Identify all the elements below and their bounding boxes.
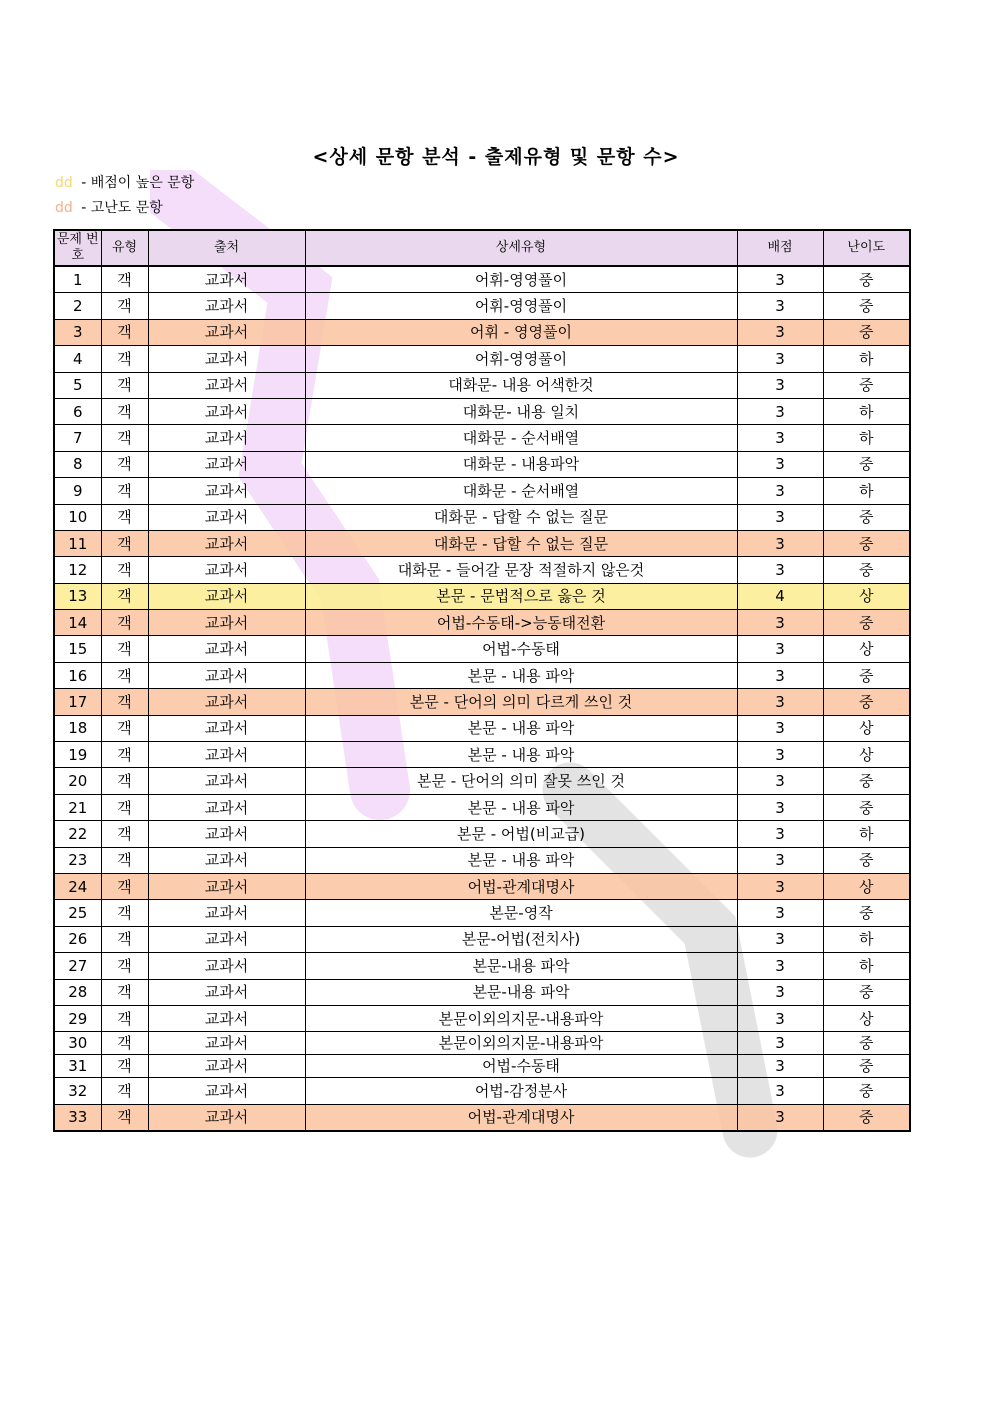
cell-level: 중 [823, 1055, 910, 1078]
cell-number: 17 [54, 689, 101, 715]
cell-type: 객 [101, 821, 148, 847]
cell-level: 상 [823, 636, 910, 662]
cell-source: 교과서 [148, 821, 305, 847]
cell-score: 3 [737, 266, 823, 293]
cell-source: 교과서 [148, 636, 305, 662]
legend-swatch: dd [55, 175, 73, 191]
cell-level: 중 [823, 451, 910, 477]
legend-swatch: dd [55, 200, 73, 216]
cell-level: 중 [823, 689, 910, 715]
cell-source: 교과서 [148, 662, 305, 688]
cell-source: 교과서 [148, 610, 305, 636]
cell-score: 3 [737, 319, 823, 345]
table-row [54, 346, 910, 372]
cell-detail: 본문-내용 파악 [305, 953, 737, 979]
cell-score: 3 [737, 662, 823, 688]
cell-detail: 대화문- 내용 일치 [305, 398, 737, 424]
cell-score: 3 [737, 530, 823, 556]
cell-score: 3 [737, 715, 823, 741]
cell-score: 4 [737, 583, 823, 609]
cell-level: 중 [823, 1104, 910, 1131]
legend-hard-item [55, 197, 163, 217]
table-row [54, 742, 910, 768]
cell-number: 19 [54, 742, 101, 768]
cell-number: 11 [54, 530, 101, 556]
cell-type: 객 [101, 742, 148, 768]
cell-type: 객 [101, 398, 148, 424]
cell-level: 하 [823, 821, 910, 847]
cell-detail: 어법-수동태 [305, 636, 737, 662]
cell-type: 객 [101, 636, 148, 662]
cell-detail: 본문 - 내용 파악 [305, 662, 737, 688]
cell-type: 객 [101, 425, 148, 451]
cell-level: 상 [823, 873, 910, 899]
table-row [54, 979, 910, 1005]
cell-detail: 대화문 - 순서배열 [305, 425, 737, 451]
cell-detail: 어법-감정분사 [305, 1078, 737, 1104]
cell-number: 21 [54, 794, 101, 820]
cell-source: 교과서 [148, 794, 305, 820]
cell-level: 중 [823, 266, 910, 293]
cell-number: 25 [54, 900, 101, 926]
cell-source: 교과서 [148, 425, 305, 451]
cell-number: 3 [54, 319, 101, 345]
cell-type: 객 [101, 926, 148, 952]
cell-score: 3 [737, 636, 823, 662]
table-row [54, 425, 910, 451]
cell-type: 객 [101, 583, 148, 609]
cell-source: 교과서 [148, 1104, 305, 1131]
legend-label: - 배점이 높은 문항 [81, 175, 195, 191]
cell-type: 객 [101, 266, 148, 293]
cell-detail: 본문-어법(전치사) [305, 926, 737, 952]
cell-detail: 본문-내용 파악 [305, 979, 737, 1005]
table-header-row [54, 230, 910, 266]
table-row [54, 873, 910, 899]
cell-number: 1 [54, 266, 101, 293]
table-row [54, 794, 910, 820]
legend-label: - 고난도 문항 [81, 200, 163, 216]
cell-number: 18 [54, 715, 101, 741]
cell-detail: 어휘 - 영영풀이 [305, 319, 737, 345]
cell-type: 객 [101, 1055, 148, 1078]
cell-detail: 본문 - 어법(비교급) [305, 821, 737, 847]
cell-detail: 본문 - 내용 파악 [305, 847, 737, 873]
cell-level: 상 [823, 715, 910, 741]
cell-score: 3 [737, 1078, 823, 1104]
cell-score: 3 [737, 610, 823, 636]
cell-source: 교과서 [148, 1005, 305, 1031]
cell-detail: 본문 - 단어의 의미 잘못 쓰인 것 [305, 768, 737, 794]
cell-score: 3 [737, 1032, 823, 1055]
cell-number: 5 [54, 372, 101, 398]
cell-source: 교과서 [148, 319, 305, 345]
cell-source: 교과서 [148, 583, 305, 609]
cell-type: 객 [101, 451, 148, 477]
table-row [54, 266, 910, 293]
cell-score: 3 [737, 742, 823, 768]
cell-detail: 본문 - 내용 파악 [305, 742, 737, 768]
cell-type: 객 [101, 478, 148, 504]
cell-number: 23 [54, 847, 101, 873]
cell-score: 3 [737, 768, 823, 794]
cell-level: 중 [823, 319, 910, 345]
cell-number: 29 [54, 1005, 101, 1031]
cell-number: 13 [54, 583, 101, 609]
header-score: 배점 [737, 230, 823, 266]
cell-level: 중 [823, 610, 910, 636]
table-row [54, 768, 910, 794]
cell-source: 교과서 [148, 873, 305, 899]
cell-level: 중 [823, 293, 910, 319]
cell-score: 3 [737, 398, 823, 424]
cell-level: 중 [823, 1078, 910, 1104]
table-row [54, 1032, 910, 1055]
table-row [54, 636, 910, 662]
cell-score: 3 [737, 451, 823, 477]
cell-detail: 본문 - 내용 파악 [305, 794, 737, 820]
cell-source: 교과서 [148, 768, 305, 794]
cell-detail: 대화문 - 순서배열 [305, 478, 737, 504]
table-row [54, 821, 910, 847]
cell-source: 교과서 [148, 293, 305, 319]
cell-score: 3 [737, 900, 823, 926]
cell-type: 객 [101, 794, 148, 820]
table-row [54, 847, 910, 873]
cell-detail: 어법-관계대명사 [305, 873, 737, 899]
header-detail: 상세유형 [305, 230, 737, 266]
cell-type: 객 [101, 873, 148, 899]
header-number: 문제 번호 [54, 230, 101, 266]
cell-number: 26 [54, 926, 101, 952]
header-source: 출처 [148, 230, 305, 266]
cell-level: 중 [823, 372, 910, 398]
cell-score: 3 [737, 504, 823, 530]
cell-level: 하 [823, 926, 910, 952]
table-row [54, 953, 910, 979]
cell-detail: 어휘-영영풀이 [305, 346, 737, 372]
cell-detail: 어휘-영영풀이 [305, 293, 737, 319]
cell-number: 2 [54, 293, 101, 319]
cell-source: 교과서 [148, 398, 305, 424]
cell-type: 객 [101, 900, 148, 926]
cell-source: 교과서 [148, 847, 305, 873]
cell-level: 중 [823, 1032, 910, 1055]
cell-source: 교과서 [148, 1032, 305, 1055]
cell-source: 교과서 [148, 742, 305, 768]
cell-detail: 대화문 - 들어갈 문장 적절하지 않은것 [305, 557, 737, 583]
cell-score: 3 [737, 1005, 823, 1031]
cell-number: 12 [54, 557, 101, 583]
cell-type: 객 [101, 715, 148, 741]
cell-source: 교과서 [148, 451, 305, 477]
table-row [54, 557, 910, 583]
cell-level: 중 [823, 504, 910, 530]
cell-detail: 대화문 - 내용파악 [305, 451, 737, 477]
cell-source: 교과서 [148, 953, 305, 979]
cell-type: 객 [101, 689, 148, 715]
cell-type: 객 [101, 1032, 148, 1055]
table-row [54, 293, 910, 319]
cell-source: 교과서 [148, 504, 305, 530]
page-title: <상세 문항 분석 - 출제유형 및 문항 수> [312, 146, 680, 168]
cell-type: 객 [101, 530, 148, 556]
cell-number: 16 [54, 662, 101, 688]
table-row [54, 504, 910, 530]
cell-detail: 본문 - 내용 파악 [305, 715, 737, 741]
cell-score: 3 [737, 478, 823, 504]
cell-level: 하 [823, 478, 910, 504]
cell-type: 객 [101, 662, 148, 688]
cell-score: 3 [737, 847, 823, 873]
table-row [54, 610, 910, 636]
cell-score: 3 [737, 372, 823, 398]
table-row [54, 662, 910, 688]
cell-type: 객 [101, 979, 148, 1005]
cell-number: 31 [54, 1055, 101, 1078]
cell-level: 하 [823, 953, 910, 979]
cell-type: 객 [101, 557, 148, 583]
cell-type: 객 [101, 346, 148, 372]
cell-score: 3 [737, 926, 823, 952]
cell-source: 교과서 [148, 926, 305, 952]
cell-detail: 대화문 - 답할 수 없는 질문 [305, 504, 737, 530]
cell-number: 14 [54, 610, 101, 636]
cell-number: 30 [54, 1032, 101, 1055]
cell-source: 교과서 [148, 715, 305, 741]
cell-number: 24 [54, 873, 101, 899]
cell-source: 교과서 [148, 900, 305, 926]
cell-number: 7 [54, 425, 101, 451]
cell-detail: 대화문 - 답할 수 없는 질문 [305, 530, 737, 556]
cell-score: 3 [737, 557, 823, 583]
cell-score: 3 [737, 953, 823, 979]
cell-source: 교과서 [148, 530, 305, 556]
table-row [54, 372, 910, 398]
cell-level: 중 [823, 768, 910, 794]
table-row [54, 715, 910, 741]
cell-detail: 어법-수동태 [305, 1055, 737, 1078]
table-row [54, 319, 910, 345]
cell-score: 3 [737, 1104, 823, 1131]
cell-detail: 대화문- 내용 어색한것 [305, 372, 737, 398]
cell-type: 객 [101, 504, 148, 530]
cell-score: 3 [737, 293, 823, 319]
cell-source: 교과서 [148, 1055, 305, 1078]
legend-high-score [55, 172, 194, 192]
cell-detail: 어법-수동태->능동태전환 [305, 610, 737, 636]
cell-score: 3 [737, 979, 823, 1005]
cell-type: 객 [101, 847, 148, 873]
cell-level: 상 [823, 583, 910, 609]
table-row [54, 1055, 910, 1078]
cell-number: 22 [54, 821, 101, 847]
cell-type: 객 [101, 953, 148, 979]
table-row [54, 1104, 910, 1131]
analysis-table [53, 229, 911, 1132]
cell-type: 객 [101, 610, 148, 636]
table-row [54, 398, 910, 424]
cell-level: 중 [823, 794, 910, 820]
cell-number: 9 [54, 478, 101, 504]
cell-level: 하 [823, 425, 910, 451]
cell-score: 3 [737, 794, 823, 820]
cell-number: 15 [54, 636, 101, 662]
cell-score: 3 [737, 689, 823, 715]
cell-level: 중 [823, 900, 910, 926]
cell-detail: 어휘-영영풀이 [305, 266, 737, 293]
table-row [54, 583, 910, 609]
cell-number: 33 [54, 1104, 101, 1131]
table-row [54, 900, 910, 926]
header-level: 난이도 [823, 230, 910, 266]
table-row [54, 689, 910, 715]
cell-score: 3 [737, 821, 823, 847]
cell-number: 10 [54, 504, 101, 530]
cell-source: 교과서 [148, 1078, 305, 1104]
table-row [54, 530, 910, 556]
cell-detail: 본문-영작 [305, 900, 737, 926]
cell-level: 하 [823, 346, 910, 372]
cell-score: 3 [737, 346, 823, 372]
cell-type: 객 [101, 1078, 148, 1104]
cell-number: 27 [54, 953, 101, 979]
cell-source: 교과서 [148, 266, 305, 293]
cell-level: 중 [823, 979, 910, 1005]
cell-source: 교과서 [148, 689, 305, 715]
cell-level: 상 [823, 1005, 910, 1031]
cell-number: 4 [54, 346, 101, 372]
cell-detail: 본문 - 문법적으로 옳은 것 [305, 583, 737, 609]
cell-type: 객 [101, 1005, 148, 1031]
cell-type: 객 [101, 768, 148, 794]
cell-level: 중 [823, 662, 910, 688]
table-row [54, 478, 910, 504]
cell-type: 객 [101, 372, 148, 398]
cell-detail: 본문 - 단어의 의미 다르게 쓰인 것 [305, 689, 737, 715]
cell-score: 3 [737, 1055, 823, 1078]
cell-number: 8 [54, 451, 101, 477]
cell-level: 중 [823, 557, 910, 583]
cell-number: 32 [54, 1078, 101, 1104]
cell-type: 객 [101, 293, 148, 319]
cell-number: 20 [54, 768, 101, 794]
cell-score: 3 [737, 425, 823, 451]
cell-source: 교과서 [148, 557, 305, 583]
header-type: 유형 [101, 230, 148, 266]
cell-source: 교과서 [148, 979, 305, 1005]
table-row [54, 926, 910, 952]
table-row [54, 451, 910, 477]
cell-number: 28 [54, 979, 101, 1005]
table-row [54, 1078, 910, 1104]
cell-detail: 어법-관계대명사 [305, 1104, 737, 1131]
cell-source: 교과서 [148, 478, 305, 504]
table-row [54, 1005, 910, 1031]
cell-level: 상 [823, 742, 910, 768]
cell-score: 3 [737, 873, 823, 899]
cell-type: 객 [101, 319, 148, 345]
cell-type: 객 [101, 1104, 148, 1131]
cell-level: 중 [823, 847, 910, 873]
cell-source: 교과서 [148, 372, 305, 398]
cell-source: 교과서 [148, 346, 305, 372]
cell-detail: 본문이외의지문-내용파악 [305, 1005, 737, 1031]
cell-level: 하 [823, 398, 910, 424]
cell-number: 6 [54, 398, 101, 424]
table-body [54, 266, 910, 1131]
cell-level: 중 [823, 530, 910, 556]
cell-detail: 본문이외의지문-내용파악 [305, 1032, 737, 1055]
